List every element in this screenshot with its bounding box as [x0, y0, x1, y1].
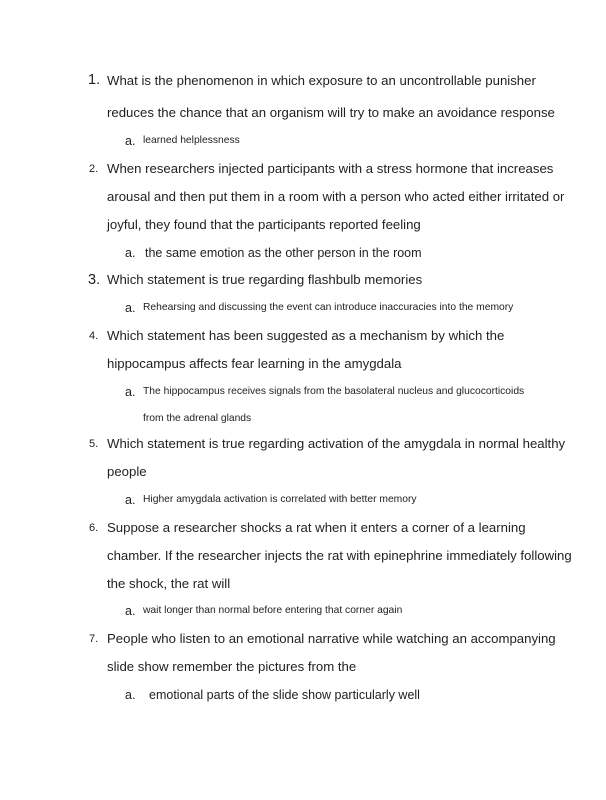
answer-text-line: The hippocampus receives signals from the basolateral nucleus and glucocorticoids: [143, 386, 525, 397]
question-number: 1.: [88, 72, 101, 88]
question-text-line: People who listen to an emotional narrative while watching an accompanying: [107, 631, 556, 646]
question-text-line: chamber. If the researcher injects the rat with epinephrine immediately following: [107, 548, 572, 563]
question-number: 6.: [89, 522, 99, 534]
answer-text-line: the same emotion as the other person in the room: [145, 246, 422, 260]
answer-text-line: learned helplessness: [143, 135, 240, 146]
answer-letter: a.: [125, 301, 136, 315]
question-number: 7.: [89, 633, 99, 645]
question-number: 5.: [89, 438, 99, 450]
answer-text-line: Rehearsing and discussing the event can introduce inaccuracies into the memory: [143, 302, 514, 313]
answer-letter: a.: [125, 604, 136, 618]
question-text-line: Suppose a researcher shocks a rat when it enters a corner of a learning: [107, 520, 526, 535]
answer-text-line: emotional parts of the slide show particularly well: [149, 688, 420, 702]
question-text-line: people: [107, 464, 147, 479]
question-number: 4.: [89, 330, 99, 342]
answer-text-line: Higher amygdala activation is correlated with better memory: [143, 494, 417, 505]
question-text-line: Which statement is true regarding flashbulb memories: [107, 272, 423, 287]
question-text-line: the shock, the rat will: [107, 576, 231, 591]
question-text-line: Which statement is true regarding activation of the amygdala in normal healthy: [107, 436, 566, 451]
question-number: 2.: [89, 163, 99, 175]
question-number: 3.: [88, 272, 101, 288]
answer-letter: a.: [125, 385, 136, 399]
answer-letter: a.: [125, 134, 136, 148]
question-text-line: reduces the chance that an organism will try to make an avoidance response: [107, 105, 555, 120]
answer-letter: a.: [125, 493, 136, 507]
answer-letter: a.: [125, 246, 136, 260]
question-text-line: hippocampus affects fear learning in the amygdala: [107, 356, 402, 371]
question-text-line: What is the phenomenon in which exposure to an uncontrollable punisher: [107, 73, 536, 88]
question-text-line: arousal and then put them in a room with a person who acted either irritated or: [107, 189, 565, 204]
question-text-line: joyful, they found that the participants reported feeling: [107, 217, 421, 232]
question-text-line: Which statement has been suggested as a mechanism by which the: [107, 328, 505, 343]
question-text-line: When researchers injected participants with a stress hormone that increases: [107, 161, 554, 176]
answer-text-line: wait longer than normal before entering that corner again: [143, 605, 403, 616]
answer-letter: a.: [125, 688, 136, 702]
answer-text-line: from the adrenal glands: [143, 413, 252, 424]
question-text-line: slide show remember the pictures from the: [107, 659, 357, 674]
